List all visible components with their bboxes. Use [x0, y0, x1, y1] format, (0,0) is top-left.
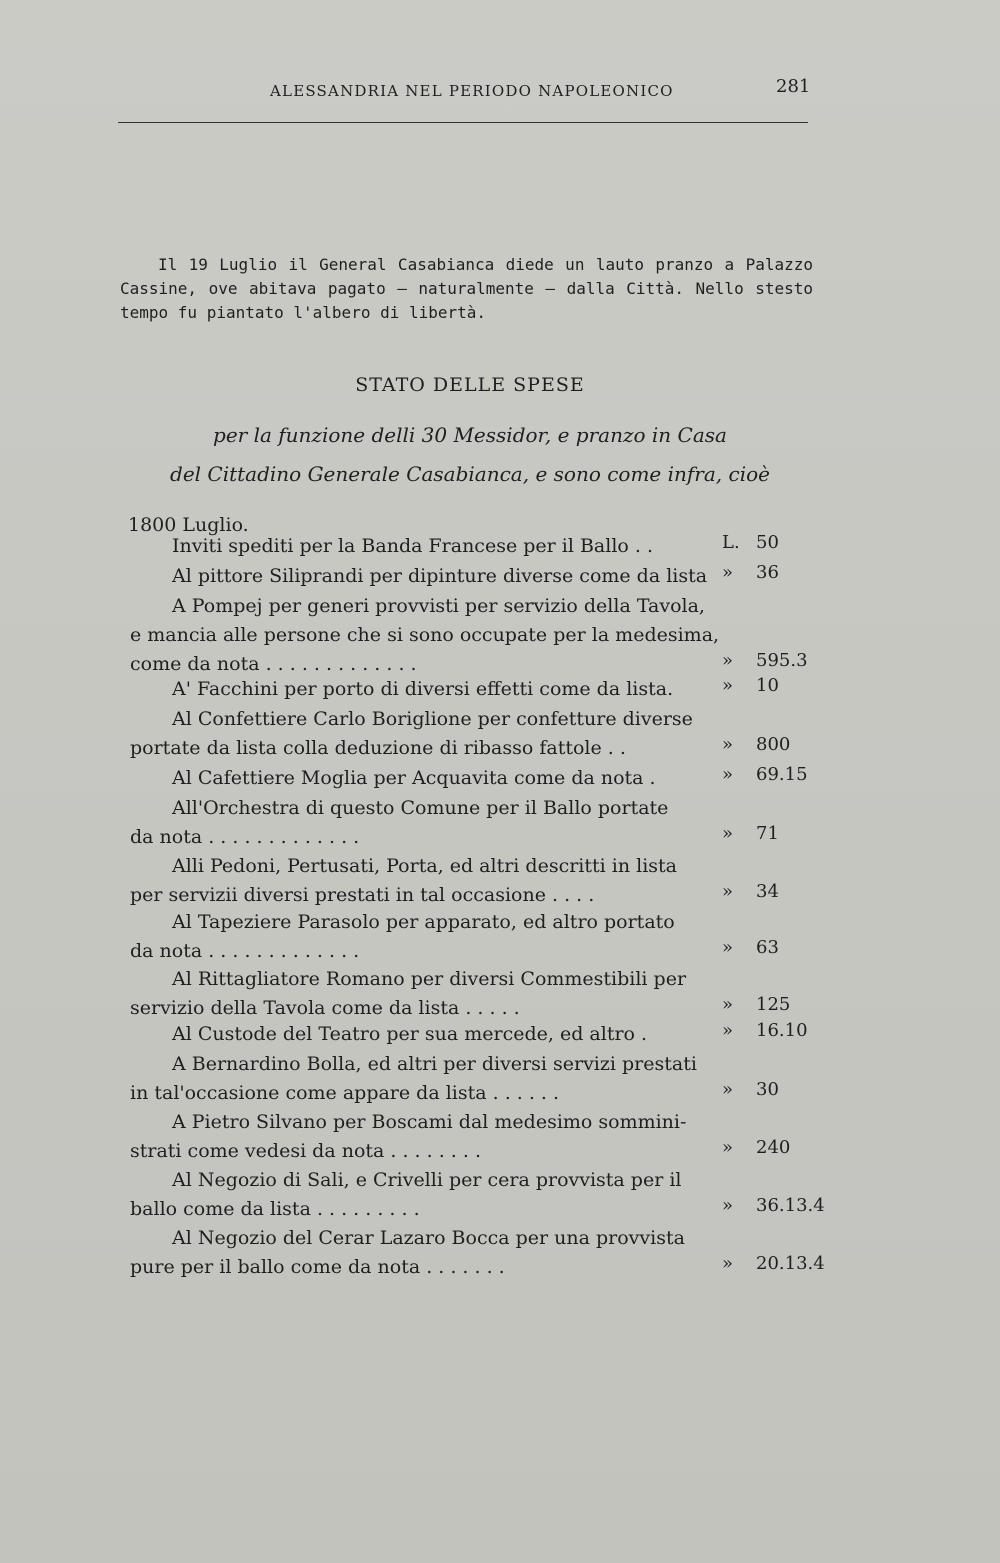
entry-amount: [722, 994, 842, 1015]
entry-amount: [722, 1195, 842, 1216]
ledger-entry: [130, 1020, 710, 1049]
entry-text-line: All'Orchestra di questo Comune per il Ballo portate: [172, 797, 669, 819]
entry-text-line: Al pittore Siliprandi per dipinture diverse come da lista: [172, 565, 708, 587]
ledger-entry: [130, 532, 710, 561]
entry-text-line: come da nota . . . . . . . . . . . . .: [130, 653, 417, 675]
entry-text-line: pure per il ballo come da nota . . . . . . .: [130, 1256, 505, 1278]
amount-value: 595.3: [756, 650, 808, 671]
entry-amount: [722, 734, 842, 755]
entry-text-line: Al Custode del Teatro per sua mercede, ed altro .: [172, 1023, 648, 1045]
entry-text-line: per servizii diversi prestati in tal occasione . . . .: [130, 884, 595, 906]
amount-value: 36.13.4: [756, 1195, 825, 1216]
entry-amount: [722, 1079, 842, 1100]
ledger-entry: [130, 1108, 710, 1166]
currency-mark: »: [722, 562, 734, 583]
running-head: ALESSANDRIA NEL PERIODO NAPOLEONICO: [270, 82, 674, 100]
amount-value: 34: [756, 881, 779, 902]
section-title: STATO DELLE SPESE: [355, 374, 585, 396]
entry-text-line: Al Negozio del Cerar Lazaro Bocca per una provvista: [172, 1227, 685, 1249]
entry-text-line: da nota . . . . . . . . . . . . .: [130, 826, 360, 848]
ledger-entry: [130, 965, 710, 1023]
amount-value: 71: [756, 823, 779, 844]
entry-amount: [722, 1137, 842, 1158]
amount-value: 10: [756, 675, 779, 696]
entry-text-line: da nota . . . . . . . . . . . . .: [130, 940, 360, 962]
currency-mark: »: [722, 1253, 734, 1274]
amount-value: 800: [756, 734, 791, 755]
entry-text-line: ballo come da lista . . . . . . . . .: [130, 1198, 420, 1220]
currency-mark: »: [722, 994, 734, 1015]
currency-mark: »: [722, 881, 734, 902]
entry-text-line: servizio della Tavola come da lista . . . . .: [130, 997, 520, 1019]
currency-mark: »: [722, 650, 734, 671]
ledger-entry: [130, 675, 710, 704]
entry-amount: [722, 823, 842, 844]
currency-mark: »: [722, 734, 734, 755]
entry-text-line: Inviti spediti per la Banda Francese per il Ballo . .: [172, 535, 653, 557]
intro-paragraph: [120, 253, 813, 325]
ledger-entry: [130, 764, 710, 793]
entry-amount: [722, 532, 842, 553]
ledger-entry: [130, 1166, 710, 1224]
entry-amount: [722, 650, 842, 671]
ledger-entry: [130, 705, 710, 763]
entry-text-line: strati come vedesi da nota . . . . . . . .: [130, 1140, 481, 1162]
ledger-entry: [130, 852, 710, 910]
entry-text-line: Al Negozio di Sali, e Crivelli per cera provvista per il: [172, 1169, 682, 1191]
entry-text-line: A Bernardino Bolla, ed altri per diversi servizi prestati: [172, 1053, 697, 1075]
ledger-entry: [130, 1224, 710, 1282]
entry-text-line: A Pompej per generi provvisti per servizio della Tavola,: [172, 595, 705, 617]
entry-amount: [722, 764, 842, 785]
currency-mark: »: [722, 675, 734, 696]
amount-value: 36: [756, 562, 779, 583]
amount-value: 16.10: [756, 1020, 808, 1041]
amount-value: 240: [756, 1137, 791, 1158]
entry-text-line: in tal'occasione come appare da lista . . . . . .: [130, 1082, 560, 1104]
date-heading: 1800 Luglio.: [128, 514, 249, 536]
ledger-entry: [130, 1050, 710, 1108]
amount-value: 63: [756, 937, 779, 958]
currency-mark: L.: [722, 532, 740, 553]
entry-text-line: portate da lista colla deduzione di ribasso fattole . .: [130, 737, 626, 759]
currency-mark: »: [722, 1137, 734, 1158]
amount-value: 125: [756, 994, 791, 1015]
entry-text-line: e mancia alle persone che si sono occupate per la medesima,: [130, 624, 720, 646]
ledger-entry: [130, 794, 710, 852]
ledger-entry: [130, 562, 710, 591]
ledger-entry: [130, 908, 710, 966]
entry-amount: [722, 675, 842, 696]
currency-mark: »: [722, 1195, 734, 1216]
intro-text: Il 19 Luglio il General Casabianca diede un lauto pranzo a Palazzo Cassine, ove abitava pagato — naturalmente — dalla Città. Nello stesto tempo fu piantato l'albero di libertà.: [120, 255, 813, 322]
header-rule: [118, 122, 808, 123]
amount-value: 20.13.4: [756, 1253, 825, 1274]
entry-text-line: Al Cafettiere Moglia per Acquavita come da nota .: [172, 767, 656, 789]
ledger-entry: [130, 592, 720, 679]
section-subtitle-line-2: del Cittadino Generale Casabianca, e sono come infra, cioè: [170, 462, 770, 486]
entry-text-line: Al Confettiere Carlo Boriglione per confetture diverse: [172, 708, 693, 730]
page-number: 281: [776, 76, 811, 97]
section-subtitle-line-1: per la funzione delli 30 Messidor, e pranzo in Casa: [213, 423, 727, 447]
amount-value: 50: [756, 532, 779, 553]
entry-text-line: Alli Pedoni, Pertusati, Porta, ed altri descritti in lista: [172, 855, 677, 877]
currency-mark: »: [722, 764, 734, 785]
entry-amount: [722, 881, 842, 902]
entry-text-line: Al Tapeziere Parasolo per apparato, ed altro portato: [172, 911, 675, 933]
currency-mark: »: [722, 823, 734, 844]
entry-amount: [722, 937, 842, 958]
currency-mark: »: [722, 1020, 734, 1041]
entry-text-line: Al Rittagliatore Romano per diversi Commestibili per: [172, 968, 687, 990]
entry-text-line: A Pietro Silvano per Boscami dal medesimo sommini-: [172, 1111, 687, 1133]
currency-mark: »: [722, 1079, 734, 1100]
amount-value: 30: [756, 1079, 779, 1100]
entry-text-line: A' Facchini per porto di diversi effetti come da lista.: [172, 678, 674, 700]
entry-amount: [722, 562, 842, 583]
entry-amount: [722, 1253, 842, 1274]
entry-amount: [722, 1020, 842, 1041]
currency-mark: »: [722, 937, 734, 958]
amount-value: 69.15: [756, 764, 808, 785]
